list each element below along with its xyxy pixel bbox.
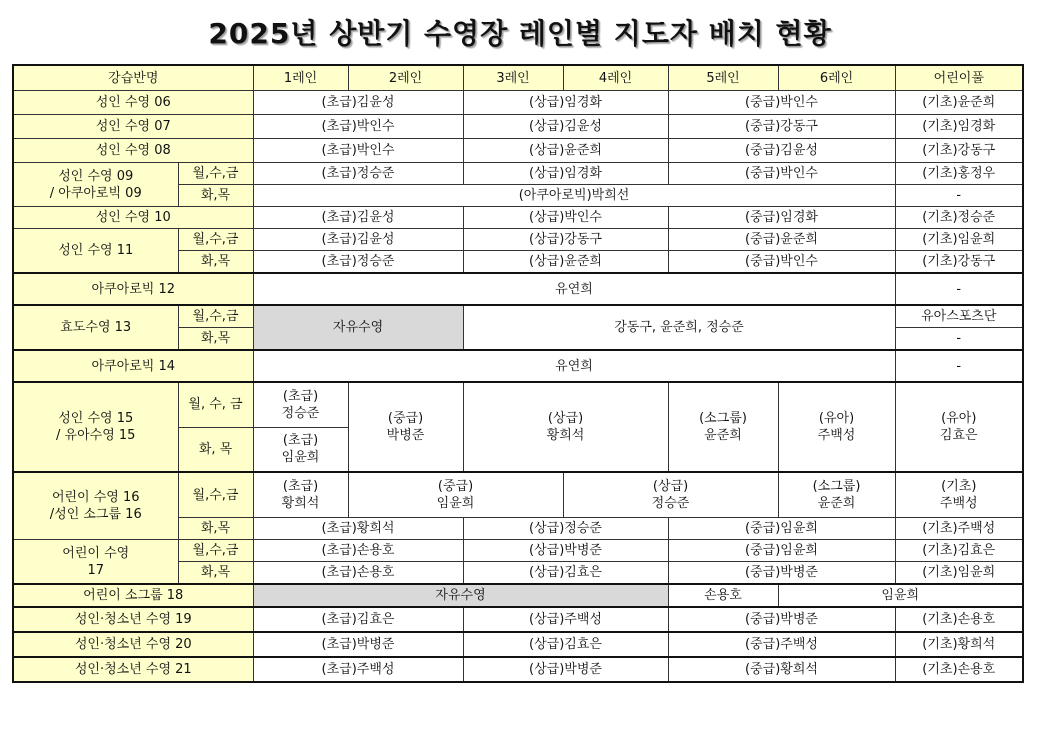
class-name: 성인 수영 08 <box>13 139 253 163</box>
kids-pool-assignment: (기초)홍정우 <box>895 163 1023 185</box>
lane-3-4-assignment: (상급)윤준희 <box>463 139 668 163</box>
class-name <box>13 472 178 540</box>
table-row <box>13 229 1023 251</box>
instructor-name: 황희석 <box>546 428 585 443</box>
day-label: 월,수,금 <box>178 472 253 518</box>
lane-1-2-assignment: (초급)손용호 <box>253 562 463 585</box>
instructor-name: 주백성 <box>817 428 856 443</box>
lane-1-2-assignment: (초급)황희석 <box>253 518 463 540</box>
lane-1-assignment <box>253 472 348 518</box>
lane-3-4-assignment <box>463 382 668 472</box>
class-name-line-2: /성인 소그룹 16 <box>49 507 142 522</box>
header-kids-pool: 어린이풀 <box>895 65 1023 91</box>
level-label: (중급) <box>387 411 424 426</box>
class-name-line-1: 성인 수영 09 <box>58 168 134 184</box>
level-label: (유아) <box>941 411 977 426</box>
kids-pool-assignment: - <box>895 350 1023 382</box>
class-name: 성인 수영 10 <box>13 207 253 229</box>
day-label: 화,목 <box>178 251 253 274</box>
instructor-name: 주백성 <box>939 496 978 511</box>
level-label: (기초) <box>941 479 977 494</box>
kids-pool-assignment: (기초)윤준희 <box>895 91 1023 115</box>
level-label: (유아) <box>818 411 855 426</box>
day-label: 월,수,금 <box>178 163 253 185</box>
lane-3-4-assignment: (상급)박인수 <box>463 207 668 229</box>
lane-5-6-assignment: (중급)임윤희 <box>668 540 895 562</box>
class-name: 아쿠아로빅 14 <box>13 350 253 382</box>
lane-5-6-assignment: (중급)박병준 <box>668 607 895 632</box>
class-name <box>13 540 178 585</box>
table-row <box>13 163 1023 185</box>
kids-pool-assignment: - <box>895 328 1023 351</box>
instructor-name: 박병준 <box>386 428 425 443</box>
class-name: 성인 수영 06 <box>13 91 253 115</box>
lane-5-6-assignment: (중급)강동구 <box>668 115 895 139</box>
class-name: 성인 수영 07 <box>13 115 253 139</box>
header-lane-4: 4레인 <box>563 65 668 91</box>
lane-schedule-table <box>12 64 1024 683</box>
lane-5-6-assignment: (중급)황희석 <box>668 657 895 682</box>
day-label: 월,수,금 <box>178 305 253 328</box>
kids-pool-assignment: (기초)임윤희 <box>895 562 1023 585</box>
table-row <box>13 584 1023 607</box>
class-name: 성인·청소년 수영 21 <box>13 657 253 682</box>
table-row <box>13 115 1023 139</box>
table-row <box>13 305 1023 328</box>
lane-5-6-assignment: (중급)임경화 <box>668 207 895 229</box>
lane-1-2-assignment: (초급)박병준 <box>253 632 463 657</box>
lane-3-4-assignment: (상급)정승준 <box>463 518 668 540</box>
day-label: 월,수,금 <box>178 540 253 562</box>
day-label: 화,목 <box>178 328 253 351</box>
lane-5-6-assignment: (중급)박인수 <box>668 91 895 115</box>
class-name: 성인·청소년 수영 20 <box>13 632 253 657</box>
lane-1-2-assignment: (초급)김윤성 <box>253 207 463 229</box>
lane-3-4-assignment: (상급)김윤성 <box>463 115 668 139</box>
lane-6-assignment <box>778 382 895 472</box>
day-label: 화, 목 <box>178 427 253 472</box>
lane-1-2-assignment: (초급)정승준 <box>253 251 463 274</box>
level-label: (초급) <box>282 479 319 494</box>
class-name: 아쿠아로빅 12 <box>13 273 253 305</box>
class-name: 성인 수영 11 <box>13 229 178 274</box>
table-row <box>13 657 1023 682</box>
lane-3-4-assignment: (상급)윤준희 <box>463 251 668 274</box>
all-lanes-assignment: 유연희 <box>253 350 895 382</box>
day-label: 화,목 <box>178 185 253 207</box>
lane-5-6-assignment: (중급)김윤성 <box>668 139 895 163</box>
class-name-line-2: / 유아수영 15 <box>56 428 136 443</box>
day-label: 화,목 <box>178 562 253 585</box>
day-label: 화,목 <box>178 518 253 540</box>
lane-5-6-assignment: (중급)임윤희 <box>668 518 895 540</box>
kids-pool-assignment: (기초)황희석 <box>895 632 1023 657</box>
header-lane-2: 2레인 <box>348 65 463 91</box>
class-name-line-2: 17 <box>87 562 105 578</box>
lane-1-2-assignment: (초급)김효은 <box>253 607 463 632</box>
class-name: 성인·청소년 수영 19 <box>13 607 253 632</box>
lane-3-4-assignment: (상급)김효은 <box>463 632 668 657</box>
instructor-name: 임윤희 <box>281 450 320 466</box>
lane-3-4-assignment: (상급)임경화 <box>463 163 668 185</box>
all-lanes-assignment: 유연희 <box>253 273 895 305</box>
instructor-name: 윤준희 <box>817 496 856 511</box>
instructor-name: 윤준희 <box>704 428 742 443</box>
kids-pool-assignment <box>895 472 1023 518</box>
class-name-line-1: 어린이 수영 16 <box>51 490 140 505</box>
table-row <box>13 632 1023 657</box>
kids-pool-assignment: (기초)임윤희 <box>895 229 1023 251</box>
header-lane-6: 6레인 <box>778 65 895 91</box>
lane-3-4-assignment: (상급)주백성 <box>463 607 668 632</box>
kids-pool-assignment: (기초)손용호 <box>895 657 1023 682</box>
lane-3-4-assignment: (상급)임경화 <box>463 91 668 115</box>
class-name: 어린이 소그룹 18 <box>13 584 253 607</box>
instructor-name: 임윤희 <box>436 496 475 511</box>
lane-1-2-assignment: (초급)김윤성 <box>253 229 463 251</box>
lane-5-6-assignment: (중급)박인수 <box>668 251 895 274</box>
table-row <box>13 540 1023 562</box>
table-row <box>13 139 1023 163</box>
class-name-line-1: 어린이 수영 <box>62 545 130 561</box>
class-name <box>13 163 178 207</box>
lane-1-2-assignment: (초급)박인수 <box>253 139 463 163</box>
header-lane-1: 1레인 <box>253 65 348 91</box>
level-label: (초급) <box>282 433 319 449</box>
lane-5-6-assignment: (중급)윤준희 <box>668 229 895 251</box>
level-label: (소그룹) <box>699 411 747 426</box>
level-label: (중급) <box>437 479 474 494</box>
lane-1-2-assignment: (초급)김윤성 <box>253 91 463 115</box>
lane-5-6-assignment: (중급)박병준 <box>668 562 895 585</box>
class-name-line-2: / 아쿠아로빅 09 <box>49 185 142 201</box>
table-row <box>13 350 1023 382</box>
free-swim-cell: 자유수영 <box>253 584 668 607</box>
kids-pool-assignment: (기초)주백성 <box>895 518 1023 540</box>
all-lanes-assignment: (아쿠아로빅)박희선 <box>253 185 895 207</box>
lane-1-2-assignment: (초급)손용호 <box>253 540 463 562</box>
header-lane-5: 5레인 <box>668 65 778 91</box>
kids-pool-assignment: - <box>895 185 1023 207</box>
table-row <box>13 382 1023 427</box>
page-title: 2025년 상반기 수영장 레인별 지도자 배치 현황 <box>208 17 832 50</box>
lane-4-5-assignment <box>563 472 778 518</box>
lane-3-4-assignment: (상급)강동구 <box>463 229 668 251</box>
kids-pool-assignment: (기초)강동구 <box>895 139 1023 163</box>
level-label: (초급) <box>282 388 319 404</box>
class-name <box>13 382 178 472</box>
lane-6-kids-assignment: 임윤희 <box>778 584 1023 607</box>
kids-pool-assignment: (기초)강동구 <box>895 251 1023 274</box>
lane-2-assignment <box>348 382 463 472</box>
header-lane-3: 3레인 <box>463 65 563 91</box>
lane-5-6-assignment: (중급)박인수 <box>668 163 895 185</box>
lane-3-6-assignment: 강동구, 윤준희, 정승준 <box>463 305 895 350</box>
level-label: (소그룹) <box>812 479 861 494</box>
lane-3-4-assignment: (상급)박병준 <box>463 540 668 562</box>
kids-pool-assignment <box>895 382 1023 472</box>
kids-pool-assignment: (기초)김효은 <box>895 540 1023 562</box>
kids-pool-assignment: 유아스포츠단 <box>895 305 1023 328</box>
header-row <box>13 65 1023 91</box>
lane-5-6-assignment: (중급)주백성 <box>668 632 895 657</box>
lane-1-assignment <box>253 382 348 427</box>
lane-3-4-assignment: (상급)김효은 <box>463 562 668 585</box>
lane-1-assignment <box>253 427 348 472</box>
kids-pool-assignment: (기초)정승준 <box>895 207 1023 229</box>
instructor-name: 정승준 <box>651 496 690 511</box>
kids-pool-assignment: (기초)손용호 <box>895 607 1023 632</box>
level-label: (상급) <box>547 411 584 426</box>
class-name-line-1: 성인 수영 15 <box>58 411 134 426</box>
lane-2-3-assignment <box>348 472 563 518</box>
lane-1-2-assignment: (초급)박인수 <box>253 115 463 139</box>
table-row <box>13 472 1023 518</box>
header-class-name: 강습반명 <box>13 65 253 91</box>
instructor-name: 김효은 <box>939 428 978 443</box>
day-label: 월, 수, 금 <box>178 382 253 427</box>
instructor-name: 정승준 <box>281 405 320 421</box>
instructor-name: 황희석 <box>281 496 320 511</box>
free-swim-cell: 자유수영 <box>253 305 463 350</box>
lane-1-2-assignment: (초급)주백성 <box>253 657 463 682</box>
table-row <box>13 273 1023 305</box>
lane-1-2-assignment: (초급)정승준 <box>253 163 463 185</box>
lane-5-assignment <box>668 382 778 472</box>
lane-6-assignment <box>778 472 895 518</box>
class-name: 효도수영 13 <box>13 305 178 350</box>
lane-3-4-assignment: (상급)박병준 <box>463 657 668 682</box>
kids-pool-assignment: - <box>895 273 1023 305</box>
table-row <box>13 91 1023 115</box>
kids-pool-assignment: (기초)임경화 <box>895 115 1023 139</box>
day-label: 월,수,금 <box>178 229 253 251</box>
table-row <box>13 607 1023 632</box>
lane-5-assignment: 손용호 <box>668 584 778 607</box>
level-label: (상급) <box>652 479 689 494</box>
table-row <box>13 207 1023 229</box>
